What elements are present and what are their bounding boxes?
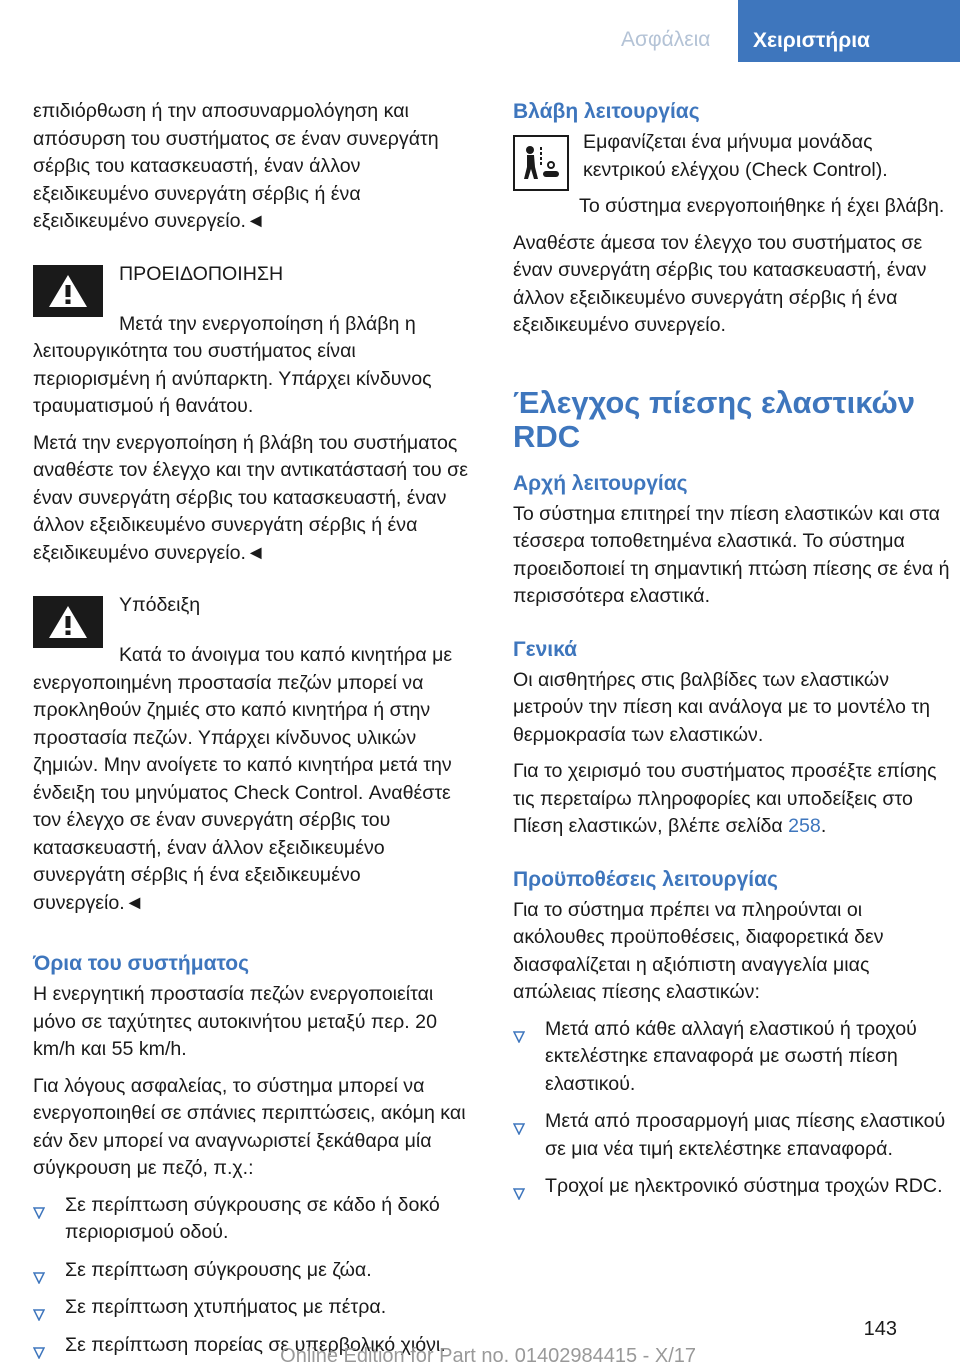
section-label: Ασφάλεια [621, 28, 711, 51]
general-paragraph-1: Οι αισθητήρες στις βαλβίδες των ελαστικών μετρούν την πίεση και ανάλογα με το μοντέλο τη θερμοκρασία των ελαστικών. [513, 668, 930, 746]
bullet-triangle-icon [513, 1116, 525, 1144]
bullet-triangle-icon [33, 1200, 45, 1228]
rdc-section-title: Έλεγχος πίεσης ελαστικών RDC [513, 384, 915, 454]
warning-lead: Μετά την ενεργοποίηση ή βλάβη η λειτουργικότητα του συστήματος είναι περιορισμένη ή ανύπαρκτη. Υπάρχει κίνδυνος τραυματισμού ή θανάτου. [33, 312, 432, 417]
page-reference-link[interactable]: 258 [788, 815, 821, 837]
list-item: Μετά από κάθε αλλαγή ελαστικού ή τροχού εκτελέστηκε επαναφορά με σωστή πίεση ελαστικού. [513, 1016, 957, 1099]
limits-heading: Όρια του συστήματος [33, 952, 250, 975]
warning-block-1 [33, 261, 477, 568]
bullet-triangle-icon [513, 1181, 525, 1209]
pedestrian-protection-icon [513, 135, 569, 191]
warning-triangle-icon [33, 596, 103, 648]
limits-paragraph-2: Για λόγους ασφαλείας, το σύστημα μπορεί να ενεργοποιηθεί σε σπάνιες περιπτώσεις, ακόμη και εάν δεν μπορεί να αναγνωριστεί ξεκάθαρα μία σύγκρουση με πεζό, π.χ.: [33, 1074, 466, 1179]
general-paragraph-2: Για το χειρισμό του συστήματος προσέξτε επίσης τις περεταίρω πληροφορίες και υποδείξεις στο Πίεση ελαστικών, βλέπε σελίδα 258. [513, 760, 937, 837]
bullet-triangle-icon [33, 1340, 45, 1368]
chapter-tab-label: Χειριστήρια [753, 29, 870, 52]
list-item: Σε περίπτωση σύγκρουσης με ζώα. [33, 1257, 477, 1285]
notice-title: Υπόδειξη [119, 594, 201, 616]
prerequisites-list [513, 1016, 957, 1201]
warning-block-2 [33, 592, 477, 917]
malfunction-paragraph-1: Το σύστημα ενεργοποιήθηκε ή έχει βλάβη. [579, 195, 945, 217]
chapter-tab [738, 0, 960, 62]
principle-heading: Αρχή λειτουργίας [513, 471, 688, 495]
page-header [0, 0, 960, 62]
limits-list [33, 1192, 477, 1360]
general-heading: Γενικά [513, 637, 578, 661]
prerequisites-heading: Προϋποθέσεις λειτουργίας [513, 867, 778, 891]
warning-title: ΠΡΟΕΙΔΟΠΟΙΗΣΗ [119, 262, 284, 285]
list-item: Μετά από προσαρμογή μιας πίεσης ελαστικού σε μια νέα τιμή εκτελέστηκε επαναφορά. [513, 1108, 957, 1163]
list-item: Σε περίπτωση σύγκρουσης σε κάδο ή δοκό περιορισμού οδού. [33, 1192, 477, 1247]
malfunction-indicator [513, 129, 957, 193]
warning-body: Μετά την ενεργοποίηση ή βλάβη του συστήματος αναθέστε τον έλεγχο και την αντικατάστασή του σε έναν συνεργάτη σέρβις του κατασκευαστή, έναν άλλον εξειδικευμένο συνεργάτη σέρβις ή ένα εξειδικευμένο συνεργείο.◄ [33, 431, 468, 564]
prerequisites-paragraph: Για το σύστημα πρέπει να πληρούνται οι ακόλουθες προϋποθέσεις, διαφορετικά δεν διασφαλίζεται η αξιόπιστη αναγγελία μιας απώλειας πίεσης ελαστικών: [513, 898, 884, 1003]
bullet-triangle-icon [33, 1302, 45, 1330]
page-number: 143 [863, 1318, 897, 1340]
principle-paragraph: Το σύστημα επιτηρεί την πίεση ελαστικών και στα τέσσερα τοποθετημένα ελαστικά. Το σύστημα προειδοποιεί τη σημαντική πτώση πίεσης σε ένα ή περισσότερα ελαστικά. [513, 502, 950, 607]
right-column [513, 98, 957, 1211]
edition-note: Online Edition for Part no. 01402984415 - X/17 [280, 1345, 696, 1367]
warning-triangle-icon [33, 265, 103, 317]
limits-paragraph-1: Η ενεργητική προστασία πεζών ενεργοποιείται μόνο σε ταχύτητες αυτοκινήτου μεταξύ περ. 20 km/h και 55 km/h. [33, 983, 437, 1060]
intro-paragraph: επιδιόρθωση ή την αποσυναρμολόγηση και απόσυρση του συστήματος σε έναν συνεργάτη σέρβις του κατασκευαστή, έναν άλλον εξειδικευμένο συνεργάτη σέρβις ή ένα εξειδικευμένο συνεργείο.◄ [33, 100, 439, 232]
list-item: Σε περίπτωση πορείας σε υπερβολικό χιόνι. [33, 1332, 477, 1360]
left-column [33, 98, 477, 1369]
bullet-triangle-icon [513, 1024, 525, 1052]
malfunction-lead: Εμφανίζεται ένα μήνυμα μονάδας κεντρικού ελέγχου (Check Control). [583, 131, 888, 181]
bullet-triangle-icon [33, 1265, 45, 1293]
list-item: Τροχοί με ηλεκτρονικό σύστημα τροχών RDC. [513, 1173, 957, 1201]
malfunction-heading: Βλάβη λειτουργίας [513, 100, 700, 123]
malfunction-paragraph-2: Αναθέστε άμεσα τον έλεγχο του συστήματος σε έναν συνεργάτη σέρβις του κατασκευαστή, έναν άλλον εξειδικευμένο συνεργάτη σέρβις ή ένα εξειδικευμένο συνεργείο. [513, 231, 927, 336]
notice-body: Κατά το άνοιγμα του καπό κινητήρα με ενεργοποιημένη προστασία πεζών μπορεί να προκληθούν ζημιές στο καπό κινητήρα ή στην προστασία πεζών. Υπάρχει κίνδυνος υλικών ζημιών. Μην ανοίγετε το καπό κινητήρα μετά την ένδειξη του μηνύματος Check Control. Αναθέστε τον έλεγχο σε έναν συνεργάτη σέρβις του κατασκευαστή, έναν άλλον εξειδικευμένο συνεργάτη σέρβις ή ένα εξειδικευμένο συνεργείο.◄ [33, 644, 453, 914]
list-item: Σε περίπτωση χτυπήματος με πέτρα. [33, 1294, 477, 1322]
